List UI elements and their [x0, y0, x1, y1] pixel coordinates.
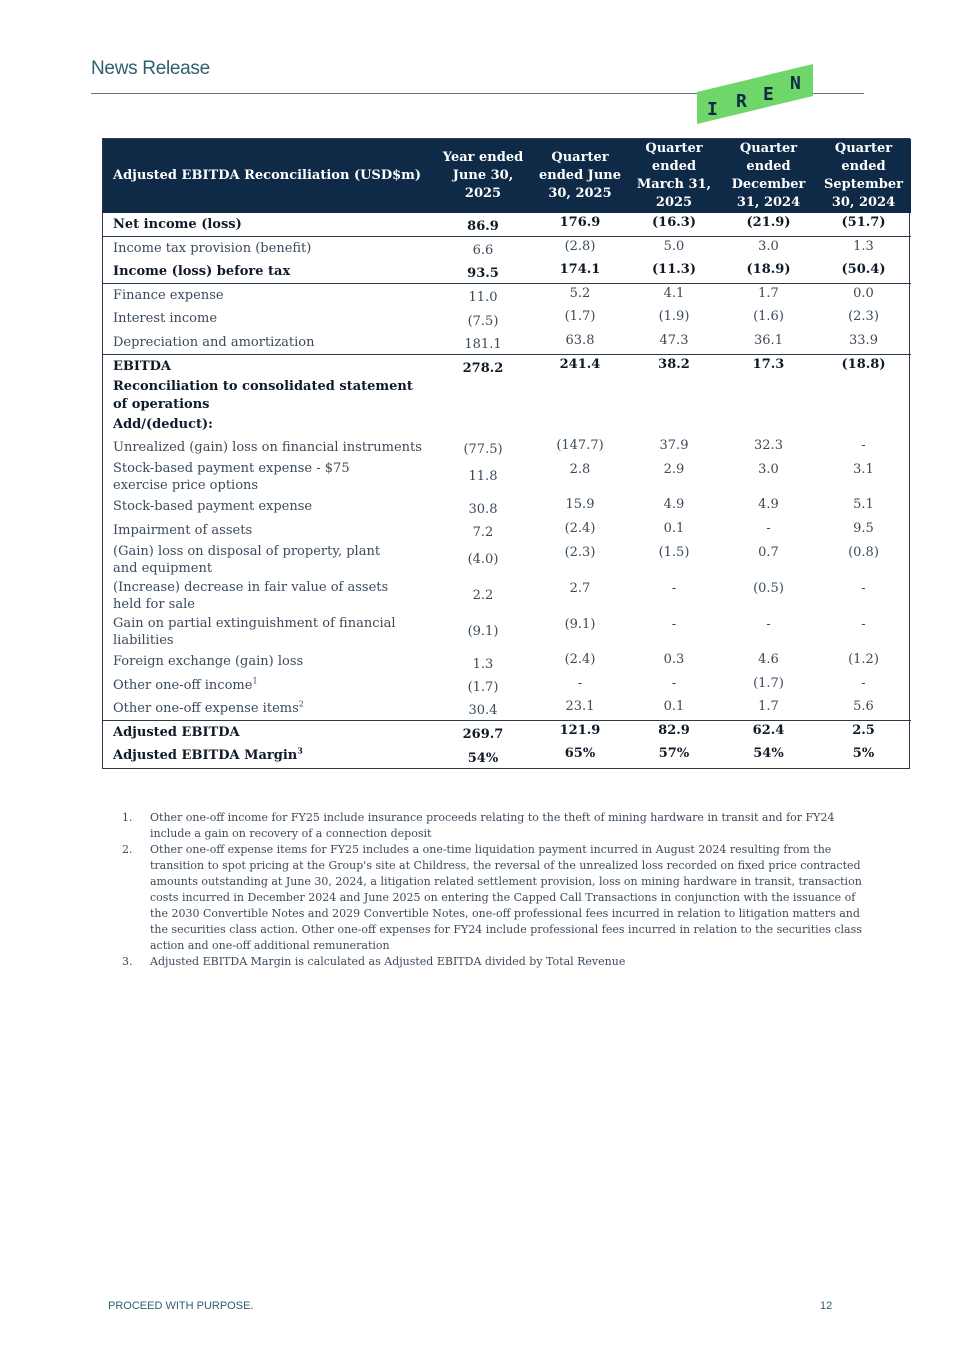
cell-value: (50.4)	[841, 262, 886, 277]
row-label	[103, 674, 433, 698]
table-row	[103, 614, 911, 650]
cell-value: 278.2	[433, 354, 533, 378]
cell-value: (11.3)	[652, 262, 696, 277]
cell-value: 181.1	[464, 336, 502, 352]
cell-value: (2.3)	[564, 545, 596, 560]
cell-value: -	[671, 675, 677, 691]
cell-value: (7.5)	[467, 313, 499, 329]
cell-value: 5%	[852, 746, 875, 761]
table-row	[103, 744, 911, 768]
table-row	[103, 436, 911, 460]
row-label: Finance expense	[103, 284, 433, 308]
cell-value: -	[861, 617, 866, 632]
table-row	[103, 331, 911, 355]
cell-value: 1.3	[816, 237, 911, 261]
table-row	[103, 697, 911, 721]
cell-value: 5.6	[853, 699, 874, 714]
cell-value: (1.7)	[564, 309, 596, 324]
table-row	[103, 674, 911, 698]
cell-value: 4.1	[627, 284, 721, 308]
subsection-heading-row	[103, 414, 911, 436]
cell-value: (18.8)	[816, 354, 911, 378]
footnote-ref: 3	[297, 745, 303, 756]
table-row	[103, 495, 911, 519]
row-label-text: Adjusted EBITDA Margin	[113, 748, 298, 764]
cell-value: 33.9	[849, 332, 878, 348]
cell-value: 6.6	[433, 237, 533, 261]
column-header-fy25: Year ended June 30, 2025	[433, 139, 533, 213]
logo-letter-e: E	[763, 84, 774, 105]
cell-value: 241.4	[533, 354, 627, 378]
cell-value: 3.0	[721, 237, 816, 261]
cell-value: 1.3	[472, 656, 494, 672]
row-label	[103, 697, 433, 721]
cell-value: 5.1	[853, 497, 874, 512]
cell-value: 32.3	[754, 437, 783, 453]
cell-value: (21.9)	[746, 215, 791, 230]
footnote-number: 1.	[122, 811, 133, 824]
table-row	[103, 237, 911, 261]
cell-value: 54%	[467, 750, 499, 766]
cell-value: (1.7)	[753, 675, 784, 691]
cell-value: 0.7	[758, 545, 779, 560]
cell-value: (0.8)	[848, 545, 879, 560]
cell-value: 30.8	[468, 501, 498, 517]
table-row	[103, 307, 911, 331]
ebitda-reconciliation-table	[102, 138, 910, 769]
cell-value: 2.9	[663, 462, 685, 477]
cell-value: 57%	[658, 746, 690, 761]
row-label: (Increase) decrease in fair value of assets held for sale	[113, 580, 389, 612]
cell-value: 65%	[564, 746, 596, 761]
cell-value: (1.5)	[658, 545, 690, 560]
cell-value: (1.9)	[658, 309, 690, 324]
cell-value: 11.8	[468, 468, 498, 484]
row-label: Stock-based payment expense	[113, 499, 313, 515]
table-row	[103, 650, 911, 674]
row-label: Adjusted EBITDA	[103, 721, 433, 745]
cell-value: (147.7)	[556, 437, 604, 453]
cell-value: 4.9	[663, 497, 685, 512]
cell-value: 2.2	[472, 587, 494, 603]
footnotes	[122, 810, 862, 970]
row-label: Foreign exchange (gain) loss	[113, 654, 304, 670]
section-heading: Reconciliation to consolidated statement of operations	[113, 378, 413, 412]
cell-value: 2.7	[569, 581, 591, 596]
subsection-heading: Add/(deduct):	[113, 417, 213, 432]
cell-value: -	[671, 581, 677, 596]
cell-value: (9.1)	[467, 623, 499, 639]
cell-value: (77.5)	[463, 442, 503, 457]
cell-value: 17.3	[721, 354, 816, 378]
cell-value: (2.4)	[564, 520, 596, 536]
row-label: Depreciation and amortization	[113, 334, 315, 350]
cell-value: -	[861, 581, 866, 596]
column-header-q-sep24: Quarter ended September 30, 2024	[816, 139, 911, 213]
cell-value: 23.1	[565, 699, 595, 714]
cell-value: 1.7	[721, 284, 816, 308]
section-heading-row	[103, 378, 911, 414]
cell-value: 2.5	[816, 721, 911, 745]
cell-value: 15.9	[565, 497, 595, 512]
cell-value: 37.9	[659, 437, 689, 453]
cell-value: 5.2	[533, 284, 627, 308]
cell-value: 174.1	[559, 262, 601, 277]
row-label: Net income (loss)	[113, 217, 242, 232]
footnote-text: Adjusted EBITDA Margin is calculated as Adjusted EBITDA divided by Total Revenue	[150, 955, 626, 968]
cell-value: 0.1	[663, 699, 685, 714]
table-row	[103, 354, 911, 378]
row-label: Interest income	[113, 311, 218, 327]
cell-value: 62.4	[721, 721, 816, 745]
column-header-label: Adjusted EBITDA Reconciliation (USD$m)	[103, 139, 433, 213]
cell-value: (1.7)	[467, 680, 499, 695]
table-row	[103, 578, 911, 614]
cell-value: (2.4)	[564, 652, 596, 667]
cell-value: 5.0	[627, 237, 721, 261]
iren-logo	[697, 62, 817, 126]
row-label	[103, 744, 433, 768]
footnote-ref: 1	[252, 676, 258, 686]
cell-value: (18.9)	[746, 262, 791, 277]
footnote-item	[122, 954, 862, 970]
row-label-text: Other one-off expense items	[113, 701, 299, 716]
row-label: Impairment of assets	[113, 522, 253, 538]
cell-value: -	[766, 520, 771, 536]
cell-value: 4.6	[758, 652, 779, 667]
cell-value: 47.3	[659, 332, 689, 348]
cell-value: (1.6)	[753, 309, 784, 324]
logo-letter-r: R	[736, 91, 747, 112]
cell-value: 3.0	[758, 462, 779, 477]
table-row	[103, 459, 911, 495]
cell-value: (4.0)	[467, 551, 499, 567]
cell-value: 269.7	[433, 721, 533, 745]
page-header-title: News Release	[91, 58, 210, 79]
cell-value: (2.8)	[533, 237, 627, 261]
footer-tagline: PROCEED WITH PURPOSE.	[108, 1300, 254, 1312]
page-number: 12	[820, 1300, 833, 1312]
cell-value: 54%	[753, 746, 784, 761]
footnote-item	[122, 810, 862, 842]
cell-value: -	[766, 617, 771, 632]
cell-value: (2.3)	[848, 309, 879, 324]
footnote-text: Other one-off expense items for FY25 includes a one-time liquidation payment incurred in August 2024 resulting from the transition to spot pricing at the Group's site at Childress, the reversal of the unrealized loss recorded on fixed price contracted amounts outstanding at June 30, 2024, a litigation related settlement provision, loss on mining hardware in transit, transaction costs incurred in December 2024 and June 2025 on entering the Capped Call Transactions in conjunction with the issuance of the 2030 Convertible Notes and 2029 Convertible Notes, one-off professional fees incurred in relation to litigation matters and the securities class action. Other one-off expenses for FY24 include professional fees incurred in relation to the securities class action and one-off additional remuneration	[150, 843, 862, 952]
row-label: (Gain) loss on disposal of property, plant and equipment	[113, 544, 381, 576]
cell-value: 36.1	[754, 332, 783, 348]
cell-value: 82.9	[627, 721, 721, 745]
table-row	[103, 284, 911, 308]
cell-value: 176.9	[559, 215, 601, 230]
cell-value: 38.2	[627, 354, 721, 378]
table-header-row	[103, 139, 911, 213]
column-header-q-mar25: Quarter ended March 31, 2025	[627, 139, 721, 213]
row-label: Stock-based payment expense - $75 exercise price options	[113, 461, 350, 493]
table-row	[103, 213, 911, 237]
cell-value: 63.8	[565, 332, 595, 348]
cell-value: 3.1	[853, 462, 874, 477]
cell-value: 0.0	[816, 284, 911, 308]
footnote-ref: 2	[298, 699, 304, 709]
table-row	[103, 260, 911, 284]
cell-value: 121.9	[533, 721, 627, 745]
cell-value: (0.5)	[753, 581, 784, 596]
column-header-q-jun25: Quarter ended June 30, 2025	[533, 139, 627, 213]
cell-value: (9.1)	[564, 617, 596, 632]
logo-letter-i: I	[707, 99, 718, 120]
row-label: Gain on partial extinguishment of financial liabilities	[113, 616, 396, 648]
cell-value: -	[861, 437, 866, 453]
cell-value: (51.7)	[841, 215, 886, 230]
cell-value: 30.4	[468, 703, 498, 718]
cell-value: 7.2	[472, 525, 494, 540]
cell-value: 0.1	[663, 520, 685, 536]
table-row	[103, 542, 911, 578]
cell-value: 11.0	[433, 284, 533, 308]
cell-value: (1.2)	[848, 652, 879, 667]
table-row	[103, 721, 911, 745]
cell-value: -	[671, 617, 677, 632]
row-label: EBITDA	[103, 354, 433, 378]
column-header-q-dec24: Quarter ended December 31, 2024	[721, 139, 816, 213]
cell-value: (16.3)	[652, 215, 696, 230]
row-label-text: Other one-off income	[113, 677, 253, 693]
cell-value: -	[577, 675, 583, 691]
footnote-text: Other one-off income for FY25 include insurance proceeds relating to the theft of mining hardware in transit and for FY24 include a gain on recovery of a connection deposit	[150, 811, 835, 840]
cell-value: 2.8	[569, 462, 591, 477]
footnote-number: 3.	[122, 955, 133, 968]
cell-value: -	[861, 675, 866, 691]
row-label: Income tax provision (benefit)	[103, 237, 433, 261]
table-row	[103, 519, 911, 543]
cell-value: 93.5	[467, 266, 499, 281]
cell-value: 4.9	[758, 497, 779, 512]
cell-value: 0.3	[663, 652, 685, 667]
footnote-item	[122, 842, 862, 954]
row-label: Unrealized (gain) loss on financial instruments	[113, 439, 422, 455]
cell-value: 1.7	[758, 699, 779, 714]
cell-value: 9.5	[853, 520, 874, 536]
cell-value: 86.9	[467, 219, 499, 234]
row-label: Income (loss) before tax	[113, 264, 291, 279]
logo-letter-n: N	[790, 73, 801, 94]
footnote-number: 2.	[122, 843, 133, 856]
